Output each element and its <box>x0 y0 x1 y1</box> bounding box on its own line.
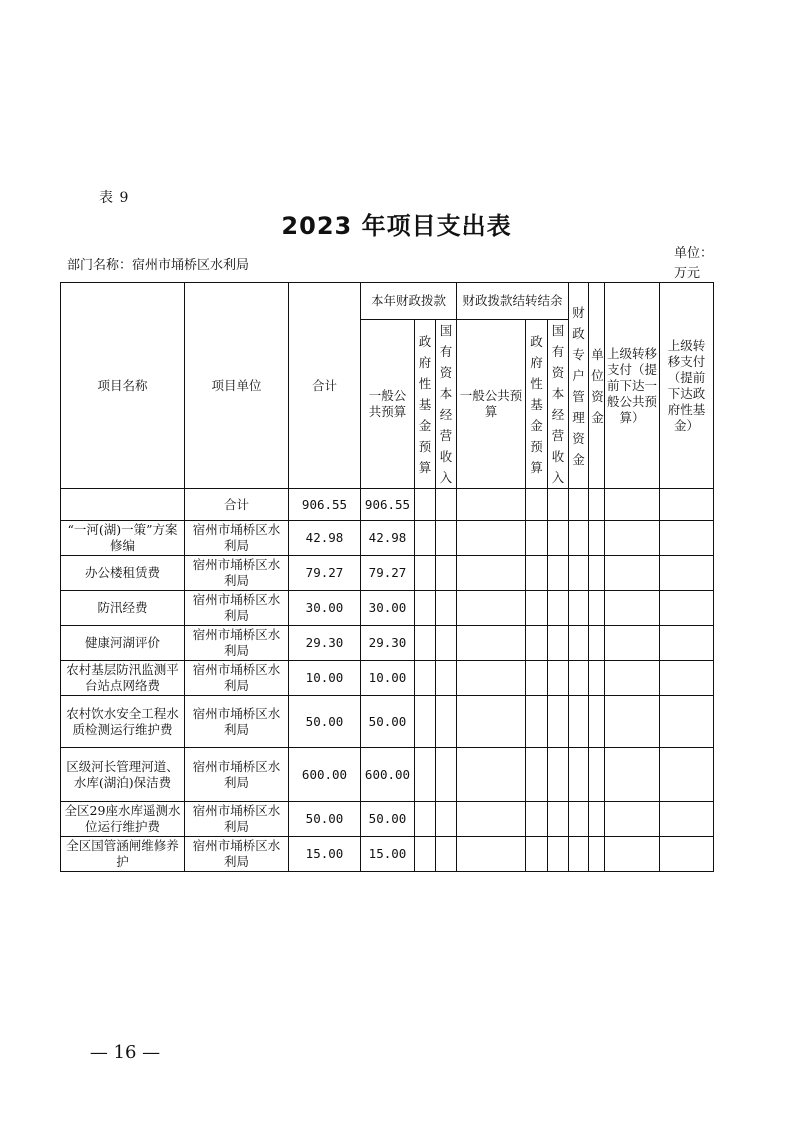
row-empty-cell <box>660 748 714 802</box>
header-state-capital <box>436 320 457 489</box>
unit-label-value: 万元 <box>674 266 701 281</box>
row-empty-cell <box>436 837 457 872</box>
summary-label: 合计 <box>185 489 289 521</box>
row-empty-cell <box>436 521 457 556</box>
page-number: — 16 — <box>89 1042 161 1063</box>
summary-general: 906.55 <box>361 489 415 521</box>
row-empty-cell <box>569 748 589 802</box>
row-project-unit: 宿州市埇桥区水利局 <box>185 837 289 872</box>
row-empty-cell <box>605 802 660 837</box>
row-empty-cell <box>589 521 605 556</box>
header-total: 合计 <box>289 283 361 489</box>
row-general-budget: 15.00 <box>361 837 415 872</box>
row-empty-cell <box>605 521 660 556</box>
row-total: 10.00 <box>289 661 361 696</box>
row-empty-cell <box>526 591 548 626</box>
header-current-year: 本年财政拨款 <box>361 283 457 320</box>
row-total: 15.00 <box>289 837 361 872</box>
header-gov-fund-budget-2-text: 政府性基金预算 <box>530 333 543 475</box>
header-project-name: 项目名称 <box>61 283 185 489</box>
row-empty-cell <box>415 661 436 696</box>
table-row <box>61 696 714 748</box>
row-empty-cell <box>436 661 457 696</box>
row-empty-cell <box>548 802 569 837</box>
row-empty-cell <box>605 661 660 696</box>
row-empty-cell <box>589 661 605 696</box>
table-row <box>61 748 714 802</box>
row-empty-cell <box>548 591 569 626</box>
summary-cell <box>457 489 526 521</box>
row-empty-cell <box>589 556 605 591</box>
row-empty-cell <box>569 521 589 556</box>
row-empty-cell <box>436 802 457 837</box>
row-empty-cell <box>569 556 589 591</box>
header-special-funds-text: 财政专户管理资金 <box>572 304 585 467</box>
row-empty-cell <box>660 661 714 696</box>
row-empty-cell <box>415 591 436 626</box>
row-project-unit: 宿州市埇桥区水利局 <box>185 556 289 591</box>
header-gov-fund-budget-text: 政府性基金预算 <box>418 333 432 475</box>
row-empty-cell <box>660 626 714 661</box>
row-empty-cell <box>415 696 436 748</box>
row-empty-cell <box>605 837 660 872</box>
row-empty-cell <box>415 556 436 591</box>
row-empty-cell <box>548 556 569 591</box>
row-project-name: 办公楼租赁费 <box>61 556 185 591</box>
row-general-budget: 30.00 <box>361 591 415 626</box>
page-title: 2023 年项目支出表 <box>281 212 512 240</box>
row-empty-cell <box>457 802 526 837</box>
row-general-budget: 50.00 <box>361 696 415 748</box>
unit-label-prefix: 单位： <box>674 246 714 261</box>
row-project-name: 农村基层防汛监测平台站点网络费 <box>61 661 185 696</box>
row-project-name: 区级河长管理河道、水库(湖泊)保洁费 <box>61 748 185 802</box>
row-empty-cell <box>457 626 526 661</box>
header-state-capital-2-text: 国有资本经营收入 <box>551 323 565 485</box>
header-general-budget-2: 一般公共预算 <box>457 320 526 489</box>
row-empty-cell <box>569 696 589 748</box>
row-empty-cell <box>605 748 660 802</box>
row-empty-cell <box>436 748 457 802</box>
row-empty-cell <box>415 837 436 872</box>
row-general-budget: 79.27 <box>361 556 415 591</box>
row-empty-cell <box>457 556 526 591</box>
row-general-budget: 10.00 <box>361 661 415 696</box>
row-empty-cell <box>436 626 457 661</box>
row-empty-cell <box>415 748 436 802</box>
table-row <box>61 591 714 626</box>
row-project-unit: 宿州市埇桥区水利局 <box>185 696 289 748</box>
row-empty-cell <box>569 626 589 661</box>
row-project-unit: 宿州市埇桥区水利局 <box>185 591 289 626</box>
header-gov-fund-budget-2 <box>526 320 548 489</box>
summary-cell <box>605 489 660 521</box>
row-empty-cell <box>589 696 605 748</box>
row-empty-cell <box>548 661 569 696</box>
row-empty-cell <box>589 626 605 661</box>
row-empty-cell <box>589 837 605 872</box>
row-project-unit: 宿州市埇桥区水利局 <box>185 626 289 661</box>
row-total: 42.98 <box>289 521 361 556</box>
header-project-unit: 项目单位 <box>185 283 289 489</box>
row-empty-cell <box>589 748 605 802</box>
row-empty-cell <box>526 521 548 556</box>
header-unit-funds-text: 单位资金 <box>591 346 604 425</box>
row-total: 30.00 <box>289 591 361 626</box>
row-empty-cell <box>660 696 714 748</box>
row-total: 50.00 <box>289 802 361 837</box>
row-empty-cell <box>660 802 714 837</box>
table-row <box>61 626 714 661</box>
row-empty-cell <box>569 802 589 837</box>
summary-cell <box>415 489 436 521</box>
row-empty-cell <box>660 556 714 591</box>
summary-cell <box>526 489 548 521</box>
row-total: 50.00 <box>289 696 361 748</box>
row-empty-cell <box>526 661 548 696</box>
row-empty-cell <box>548 626 569 661</box>
row-empty-cell <box>415 802 436 837</box>
header-state-capital-text: 国有资本经营收入 <box>439 323 453 485</box>
summary-row <box>61 489 714 521</box>
unit-label <box>674 244 714 284</box>
row-project-name: “一河(湖)一策”方案修编 <box>61 521 185 556</box>
table-row <box>61 556 714 591</box>
row-empty-cell <box>605 696 660 748</box>
row-project-name: 健康河湖评价 <box>61 626 185 661</box>
row-empty-cell <box>457 837 526 872</box>
row-project-unit: 宿州市埇桥区水利局 <box>185 661 289 696</box>
row-empty-cell <box>605 591 660 626</box>
header-state-capital-2 <box>548 320 569 489</box>
row-empty-cell <box>548 521 569 556</box>
row-total: 29.30 <box>289 626 361 661</box>
summary-empty-name <box>61 489 185 521</box>
row-total: 600.00 <box>289 748 361 802</box>
row-empty-cell <box>589 802 605 837</box>
row-project-unit: 宿州市埇桥区水利局 <box>185 748 289 802</box>
summary-cell <box>569 489 589 521</box>
table-row <box>61 661 714 696</box>
header-general-budget: 一般公共预算 <box>361 320 415 489</box>
row-project-name: 农村饮水安全工程水质检测运行维护费 <box>61 696 185 748</box>
row-project-unit: 宿州市埇桥区水利局 <box>185 802 289 837</box>
summary-cell <box>660 489 714 521</box>
row-empty-cell <box>436 556 457 591</box>
row-empty-cell <box>569 661 589 696</box>
row-empty-cell <box>457 521 526 556</box>
row-empty-cell <box>526 802 548 837</box>
row-empty-cell <box>415 521 436 556</box>
table-body <box>61 521 714 872</box>
row-empty-cell <box>548 748 569 802</box>
row-empty-cell <box>526 748 548 802</box>
row-empty-cell <box>436 591 457 626</box>
row-empty-cell <box>526 837 548 872</box>
row-empty-cell <box>605 626 660 661</box>
table-row <box>61 837 714 872</box>
summary-cell <box>436 489 457 521</box>
summary-total: 906.55 <box>289 489 361 521</box>
row-empty-cell <box>436 696 457 748</box>
row-empty-cell <box>660 837 714 872</box>
row-empty-cell <box>548 696 569 748</box>
table-row <box>61 802 714 837</box>
header-gov-fund-budget <box>415 320 436 489</box>
row-empty-cell <box>457 661 526 696</box>
row-project-unit: 宿州市埇桥区水利局 <box>185 521 289 556</box>
header-transfer-fund: 上级转移支付（提前下达政府性基金） <box>660 283 714 489</box>
row-empty-cell <box>605 556 660 591</box>
row-empty-cell <box>415 626 436 661</box>
row-empty-cell <box>660 591 714 626</box>
row-empty-cell <box>457 591 526 626</box>
row-empty-cell <box>457 748 526 802</box>
summary-cell <box>548 489 569 521</box>
row-project-name: 防汛经费 <box>61 591 185 626</box>
row-empty-cell <box>569 837 589 872</box>
row-general-budget: 600.00 <box>361 748 415 802</box>
row-general-budget: 42.98 <box>361 521 415 556</box>
table-label: 表 9 <box>99 190 130 206</box>
row-empty-cell <box>589 591 605 626</box>
row-empty-cell <box>548 837 569 872</box>
table-row <box>61 521 714 556</box>
department-label: 部门名称：宿州市埇桥区水利局 <box>67 258 250 273</box>
header-transfer-general: 上级转移支付（提前下达一般公共预算） <box>605 283 660 489</box>
project-expenditure-table <box>60 282 714 872</box>
summary-cell <box>589 489 605 521</box>
row-general-budget: 29.30 <box>361 626 415 661</box>
row-empty-cell <box>457 696 526 748</box>
header-special-funds <box>569 283 589 489</box>
row-empty-cell <box>526 696 548 748</box>
row-total: 79.27 <box>289 556 361 591</box>
row-empty-cell <box>526 626 548 661</box>
row-project-name: 全区29座水库遥测水位运行维护费 <box>61 802 185 837</box>
row-general-budget: 50.00 <box>361 802 415 837</box>
row-empty-cell <box>569 591 589 626</box>
row-empty-cell <box>526 556 548 591</box>
row-project-name: 全区国管涵闸维修养护 <box>61 837 185 872</box>
header-unit-funds <box>589 283 605 489</box>
row-empty-cell <box>660 521 714 556</box>
header-carryover: 财政拨款结转结余 <box>457 283 569 320</box>
